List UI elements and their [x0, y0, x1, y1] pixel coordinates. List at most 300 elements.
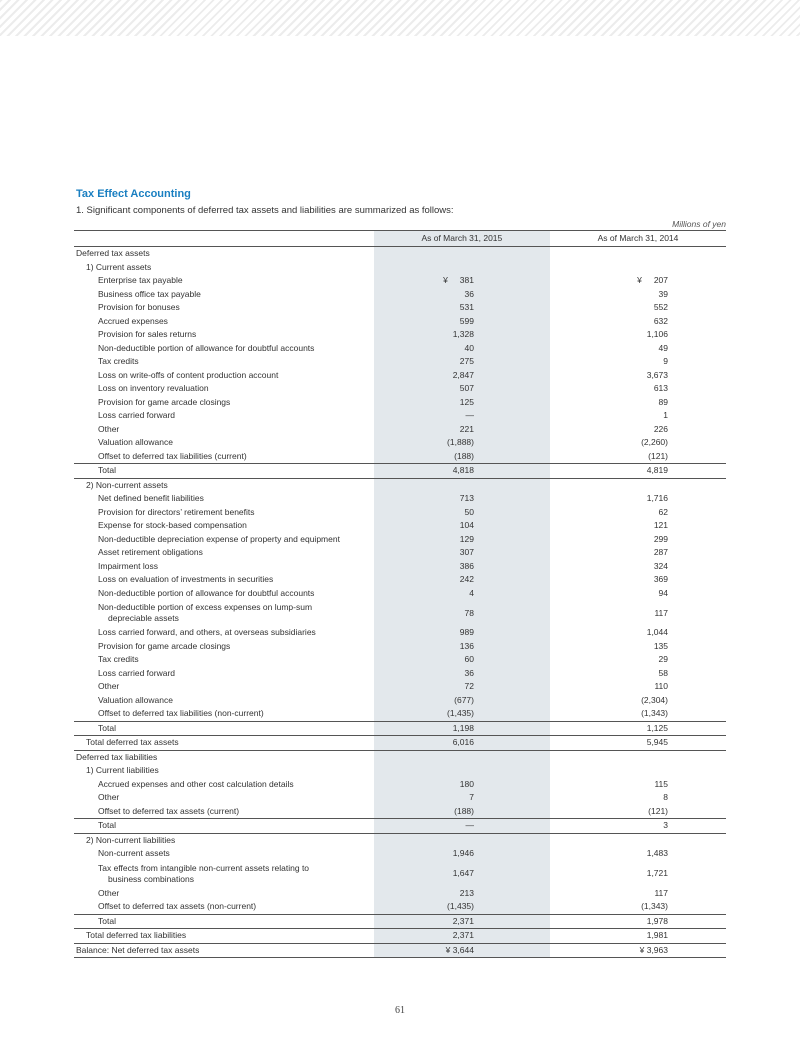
value-text: 129 — [459, 533, 474, 544]
value-text: 1,721 — [646, 868, 668, 878]
row-label-text: Tax credits — [98, 654, 139, 664]
row-label — [74, 423, 374, 437]
value-2014 — [550, 640, 726, 654]
value-2015 — [374, 943, 550, 958]
value-text: 226 — [653, 423, 668, 434]
row-label-text: Other — [98, 423, 120, 434]
row-label-text: Impairment loss — [98, 560, 158, 571]
row-label — [74, 342, 374, 356]
value-text: 1,647 — [452, 868, 474, 878]
value-2014 — [550, 721, 726, 736]
row-label-text: Non-deductible portion of allowance for doubtful accounts — [98, 342, 315, 353]
value-text: 1,044 — [646, 627, 668, 637]
row-label-text: Non-current assets — [98, 848, 170, 858]
value-text: 8 — [663, 792, 668, 802]
value-2015 — [374, 900, 550, 914]
value-2014 — [550, 861, 726, 887]
column-header-2014: As of March 31, 2014 — [550, 231, 726, 247]
row-label — [74, 778, 374, 792]
value-text: 110 — [654, 681, 668, 691]
row-label — [74, 600, 374, 626]
value-text: 1,716 — [646, 493, 668, 503]
decorative-header-band — [0, 0, 800, 36]
value-2014 — [550, 900, 726, 914]
value-2014 — [550, 847, 726, 861]
row-label — [74, 587, 374, 601]
row-label-continuation: business combinations — [108, 873, 194, 884]
row-label-text: Non-deductible depreciation expense of property and equipment — [98, 533, 340, 544]
table-row — [74, 764, 726, 778]
row-label — [74, 506, 374, 520]
table-row — [74, 315, 726, 329]
value-text: 89 — [658, 396, 668, 407]
table-row — [74, 423, 726, 437]
value-text: 36 — [464, 288, 474, 299]
value-text: 299 — [653, 533, 668, 544]
value-2015 — [374, 247, 550, 261]
row-label-text: Non-deductible portion of allowance for doubtful accounts — [98, 587, 315, 598]
value-text: 713 — [459, 493, 474, 503]
value-text: 242 — [459, 574, 474, 584]
table-total-row — [74, 736, 726, 751]
value-text: 552 — [653, 302, 668, 312]
row-label — [74, 533, 374, 547]
row-label — [74, 694, 374, 708]
value-2015 — [374, 261, 550, 275]
value-2015 — [374, 791, 550, 805]
value-2014 — [550, 667, 726, 681]
value-2014 — [550, 707, 726, 721]
value-text: 381 — [459, 275, 474, 285]
row-label — [74, 653, 374, 667]
row-label-text: Business office tax payable — [98, 288, 201, 299]
deferred-tax-table — [74, 230, 726, 958]
table-row — [74, 546, 726, 560]
table-row — [74, 573, 726, 587]
value-text: (1,888) — [447, 437, 474, 447]
value-2014 — [550, 778, 726, 792]
value-text: (1,343) — [641, 901, 668, 911]
row-label-text: Loss on evaluation of investments in securities — [98, 574, 274, 584]
row-label — [74, 315, 374, 329]
value-2015 — [374, 667, 550, 681]
value-2015 — [374, 519, 550, 533]
value-2015 — [374, 533, 550, 547]
row-label-text: Deferred tax liabilities — [76, 751, 158, 762]
value-text: 49 — [658, 342, 668, 353]
value-2014 — [550, 328, 726, 342]
value-text: 115 — [654, 778, 668, 789]
row-label — [74, 573, 374, 587]
value-text: — — [465, 820, 474, 830]
row-label-text: Tax credits — [98, 356, 139, 366]
value-2015 — [374, 587, 550, 601]
currency-symbol: ¥ — [443, 275, 448, 285]
row-label-text: Non-deductible portion of excess expenses on lump-sum — [98, 602, 313, 612]
row-label — [74, 288, 374, 302]
table-row — [74, 328, 726, 342]
value-2015 — [374, 409, 550, 423]
table-row — [74, 600, 726, 626]
value-text: 989 — [459, 627, 474, 637]
value-text: (677) — [454, 694, 474, 705]
currency-symbol: ¥ — [637, 275, 642, 285]
value-2015 — [374, 707, 550, 721]
row-label-text: Total deferred tax assets — [86, 737, 179, 747]
value-text: 135 — [653, 640, 668, 651]
value-text: 117 — [654, 887, 668, 898]
value-text: ¥ 3,644 — [445, 944, 474, 955]
row-label — [74, 626, 374, 640]
value-2014 — [550, 560, 726, 574]
value-text: 287 — [653, 547, 668, 557]
value-text: 60 — [464, 654, 474, 664]
value-text: 121 — [653, 520, 668, 530]
value-text: 1 — [663, 410, 668, 420]
row-label-continuation: depreciable assets — [108, 613, 179, 623]
row-label-text: Loss on inventory revaluation — [98, 383, 209, 393]
table-total-row — [74, 943, 726, 958]
table-row — [74, 533, 726, 547]
row-label-text: Provision for game arcade closings — [98, 396, 231, 407]
row-label — [74, 261, 374, 275]
value-text: 1,981 — [646, 930, 668, 940]
value-2015 — [374, 887, 550, 901]
value-text: 207 — [653, 275, 668, 285]
row-label-text: Offset to deferred tax assets (non-current) — [98, 901, 257, 911]
value-text: 40 — [464, 342, 474, 353]
row-label-text: 2) Non-current liabilities — [86, 834, 176, 845]
value-2014 — [550, 764, 726, 778]
table-row — [74, 750, 726, 764]
row-label-text: Enterprise tax payable — [98, 275, 183, 285]
table-row — [74, 519, 726, 533]
value-text: 1,125 — [646, 722, 668, 733]
value-2014 — [550, 355, 726, 369]
value-2014 — [550, 736, 726, 751]
table-row — [74, 694, 726, 708]
value-2015 — [374, 721, 550, 736]
row-label — [74, 247, 374, 261]
row-label — [74, 847, 374, 861]
value-2015 — [374, 301, 550, 315]
value-2015 — [374, 626, 550, 640]
value-2015 — [374, 464, 550, 479]
row-label-text: Offset to deferred tax assets (current) — [98, 805, 240, 816]
value-text: 2,847 — [452, 369, 474, 380]
table-row — [74, 506, 726, 520]
table-row — [74, 805, 726, 819]
value-text: — — [465, 410, 474, 420]
value-2014 — [550, 653, 726, 667]
value-text: 213 — [459, 887, 474, 898]
row-label-text: Asset retirement obligations — [98, 547, 203, 557]
value-2015 — [374, 315, 550, 329]
value-text: 386 — [459, 560, 474, 571]
value-text: (1,343) — [641, 708, 668, 718]
table-row — [74, 478, 726, 492]
value-2014 — [550, 436, 726, 450]
value-2014 — [550, 382, 726, 396]
row-label — [74, 707, 374, 721]
value-text: 136 — [459, 640, 474, 651]
row-label — [74, 887, 374, 901]
value-text: 94 — [658, 587, 668, 598]
row-label — [74, 943, 374, 958]
value-text: 180 — [459, 778, 474, 789]
value-2014 — [550, 887, 726, 901]
value-2015 — [374, 546, 550, 560]
value-2014 — [550, 943, 726, 958]
row-label-text: Balance: Net deferred tax assets — [76, 944, 200, 955]
row-label — [74, 355, 374, 369]
value-2014 — [550, 791, 726, 805]
value-2014 — [550, 519, 726, 533]
row-label-text: Valuation allowance — [98, 694, 173, 705]
value-text: 50 — [464, 506, 474, 517]
table-total-row — [74, 464, 726, 479]
row-label — [74, 764, 374, 778]
value-2015 — [374, 778, 550, 792]
value-text: 1,483 — [646, 848, 668, 858]
row-label-text: Total — [98, 465, 116, 475]
table-row — [74, 778, 726, 792]
value-text: 5,945 — [646, 737, 668, 747]
row-label — [74, 736, 374, 751]
value-2014 — [550, 274, 726, 288]
value-text: 632 — [653, 315, 668, 326]
column-header-2015: As of March 31, 2015 — [374, 231, 550, 247]
value-2014 — [550, 914, 726, 929]
value-text: 1,198 — [452, 722, 474, 733]
value-2015 — [374, 600, 550, 626]
table-total-row — [74, 914, 726, 929]
row-label-text: Provision for game arcade closings — [98, 640, 231, 651]
value-2015 — [374, 805, 550, 819]
value-2014 — [550, 546, 726, 560]
value-2015 — [374, 342, 550, 356]
row-label-text: 1) Current assets — [86, 261, 152, 272]
row-label — [74, 680, 374, 694]
table-row — [74, 667, 726, 681]
value-text: (188) — [454, 450, 474, 461]
table-row — [74, 847, 726, 861]
row-label — [74, 436, 374, 450]
value-2014 — [550, 478, 726, 492]
value-2014 — [550, 819, 726, 834]
value-2015 — [374, 382, 550, 396]
value-text: 3 — [663, 820, 668, 830]
row-label-text: Loss on write-offs of content production account — [98, 369, 279, 380]
row-label-text: Offset to deferred tax liabilities (current) — [98, 450, 247, 461]
value-2014 — [550, 247, 726, 261]
value-2015 — [374, 914, 550, 929]
value-text: 1,106 — [646, 329, 668, 339]
value-2014 — [550, 533, 726, 547]
row-label — [74, 819, 374, 834]
table-row — [74, 587, 726, 601]
row-label — [74, 721, 374, 736]
table-row — [74, 653, 726, 667]
row-label-text: Expense for stock-based compensation — [98, 520, 247, 530]
row-label-text: Total deferred tax liabilities — [86, 930, 187, 940]
value-text: 369 — [653, 574, 668, 584]
value-2015 — [374, 396, 550, 410]
table-row — [74, 833, 726, 847]
value-text: (121) — [648, 450, 668, 461]
table-row — [74, 861, 726, 887]
row-label — [74, 478, 374, 492]
row-label — [74, 301, 374, 315]
table-row — [74, 436, 726, 450]
value-2015 — [374, 560, 550, 574]
value-text: (121) — [648, 805, 668, 816]
value-2015 — [374, 833, 550, 847]
value-2014 — [550, 301, 726, 315]
page-number: 61 — [395, 1005, 405, 1016]
row-label-text: Provision for sales returns — [98, 329, 197, 339]
row-label — [74, 805, 374, 819]
row-label-text: Deferred tax assets — [76, 248, 150, 258]
row-label-text: Accrued expenses — [98, 315, 168, 326]
value-text: 599 — [459, 315, 474, 326]
row-label — [74, 409, 374, 423]
row-label — [74, 914, 374, 929]
row-label-text: Other — [98, 792, 120, 802]
value-text: 1,978 — [646, 915, 668, 926]
row-label-text: Loss carried forward, and others, at overseas subsidiaries — [98, 627, 316, 637]
row-label — [74, 396, 374, 410]
value-2014 — [550, 315, 726, 329]
value-text: (1,435) — [447, 708, 474, 718]
intro-text: 1. Significant components of deferred tax assets and liabilities are summarized as follows: — [76, 205, 454, 216]
value-2014 — [550, 680, 726, 694]
value-text: 9 — [663, 356, 668, 366]
row-label — [74, 464, 374, 479]
row-label — [74, 750, 374, 764]
row-label — [74, 382, 374, 396]
value-text: 7 — [469, 792, 474, 802]
value-text: 1,328 — [452, 329, 474, 339]
section-title: Tax Effect Accounting — [76, 188, 191, 200]
value-text: 4 — [469, 587, 474, 598]
table-total-row — [74, 819, 726, 834]
value-text: 1,946 — [452, 848, 474, 858]
value-text: 104 — [459, 520, 474, 530]
value-2014 — [550, 587, 726, 601]
value-2015 — [374, 423, 550, 437]
table-row — [74, 409, 726, 423]
value-2014 — [550, 261, 726, 275]
value-text: 39 — [658, 288, 668, 299]
value-2014 — [550, 929, 726, 944]
row-label-text: 2) Non-current assets — [86, 479, 168, 490]
value-2015 — [374, 640, 550, 654]
table-row — [74, 369, 726, 383]
table-row — [74, 382, 726, 396]
table-row — [74, 492, 726, 506]
table-row — [74, 791, 726, 805]
value-text: 78 — [464, 607, 474, 618]
value-text: 117 — [654, 607, 668, 618]
row-label — [74, 929, 374, 944]
value-text: (2,304) — [641, 694, 668, 705]
row-label-text: Other — [98, 681, 120, 691]
value-2015 — [374, 819, 550, 834]
value-2015 — [374, 736, 550, 751]
row-label-text: Net defined benefit liabilities — [98, 493, 204, 503]
table-row — [74, 261, 726, 275]
row-label — [74, 450, 374, 464]
row-label — [74, 833, 374, 847]
value-text: 4,818 — [452, 465, 474, 475]
table-row — [74, 560, 726, 574]
value-text: 62 — [658, 506, 668, 517]
value-2015 — [374, 653, 550, 667]
value-2014 — [550, 369, 726, 383]
value-2015 — [374, 436, 550, 450]
row-label-text: Total — [98, 820, 116, 830]
value-2014 — [550, 288, 726, 302]
value-text: 29 — [658, 654, 668, 664]
value-text: 221 — [459, 423, 474, 434]
row-label-text: Accrued expenses and other cost calculation details — [98, 778, 294, 789]
value-2014 — [550, 694, 726, 708]
value-text: (2,260) — [641, 437, 668, 447]
value-2015 — [374, 328, 550, 342]
table-row — [74, 626, 726, 640]
table-row — [74, 274, 726, 288]
row-label-text: Total — [98, 722, 116, 733]
value-text: (1,435) — [447, 901, 474, 911]
value-2014 — [550, 423, 726, 437]
row-label-text: Offset to deferred tax liabilities (non-current) — [98, 708, 264, 718]
value-2014 — [550, 492, 726, 506]
value-text: 507 — [459, 383, 474, 393]
value-text: 72 — [464, 681, 474, 691]
value-text: 307 — [459, 547, 474, 557]
table-header-row — [74, 231, 726, 247]
header-label-cell — [74, 231, 374, 247]
table-total-row — [74, 721, 726, 736]
value-2015 — [374, 450, 550, 464]
value-text: 531 — [459, 302, 474, 312]
table-row — [74, 247, 726, 261]
row-label-text: Other — [98, 887, 120, 898]
value-2014 — [550, 450, 726, 464]
value-2015 — [374, 929, 550, 944]
value-2014 — [550, 506, 726, 520]
value-2015 — [374, 573, 550, 587]
table-row — [74, 342, 726, 356]
table-row — [74, 355, 726, 369]
value-2015 — [374, 492, 550, 506]
value-2014 — [550, 833, 726, 847]
row-label-text: Loss carried forward — [98, 410, 176, 420]
row-label — [74, 274, 374, 288]
row-label — [74, 560, 374, 574]
value-2014 — [550, 342, 726, 356]
value-text: 58 — [658, 667, 668, 678]
value-text: 2,371 — [452, 915, 474, 926]
value-text: ¥ 3,963 — [639, 944, 668, 955]
value-2014 — [550, 750, 726, 764]
value-2015 — [374, 861, 550, 887]
table-row — [74, 288, 726, 302]
row-label-text: 1) Current liabilities — [86, 765, 159, 775]
table-row — [74, 450, 726, 464]
row-label-text: Provision for bonuses — [98, 302, 180, 312]
